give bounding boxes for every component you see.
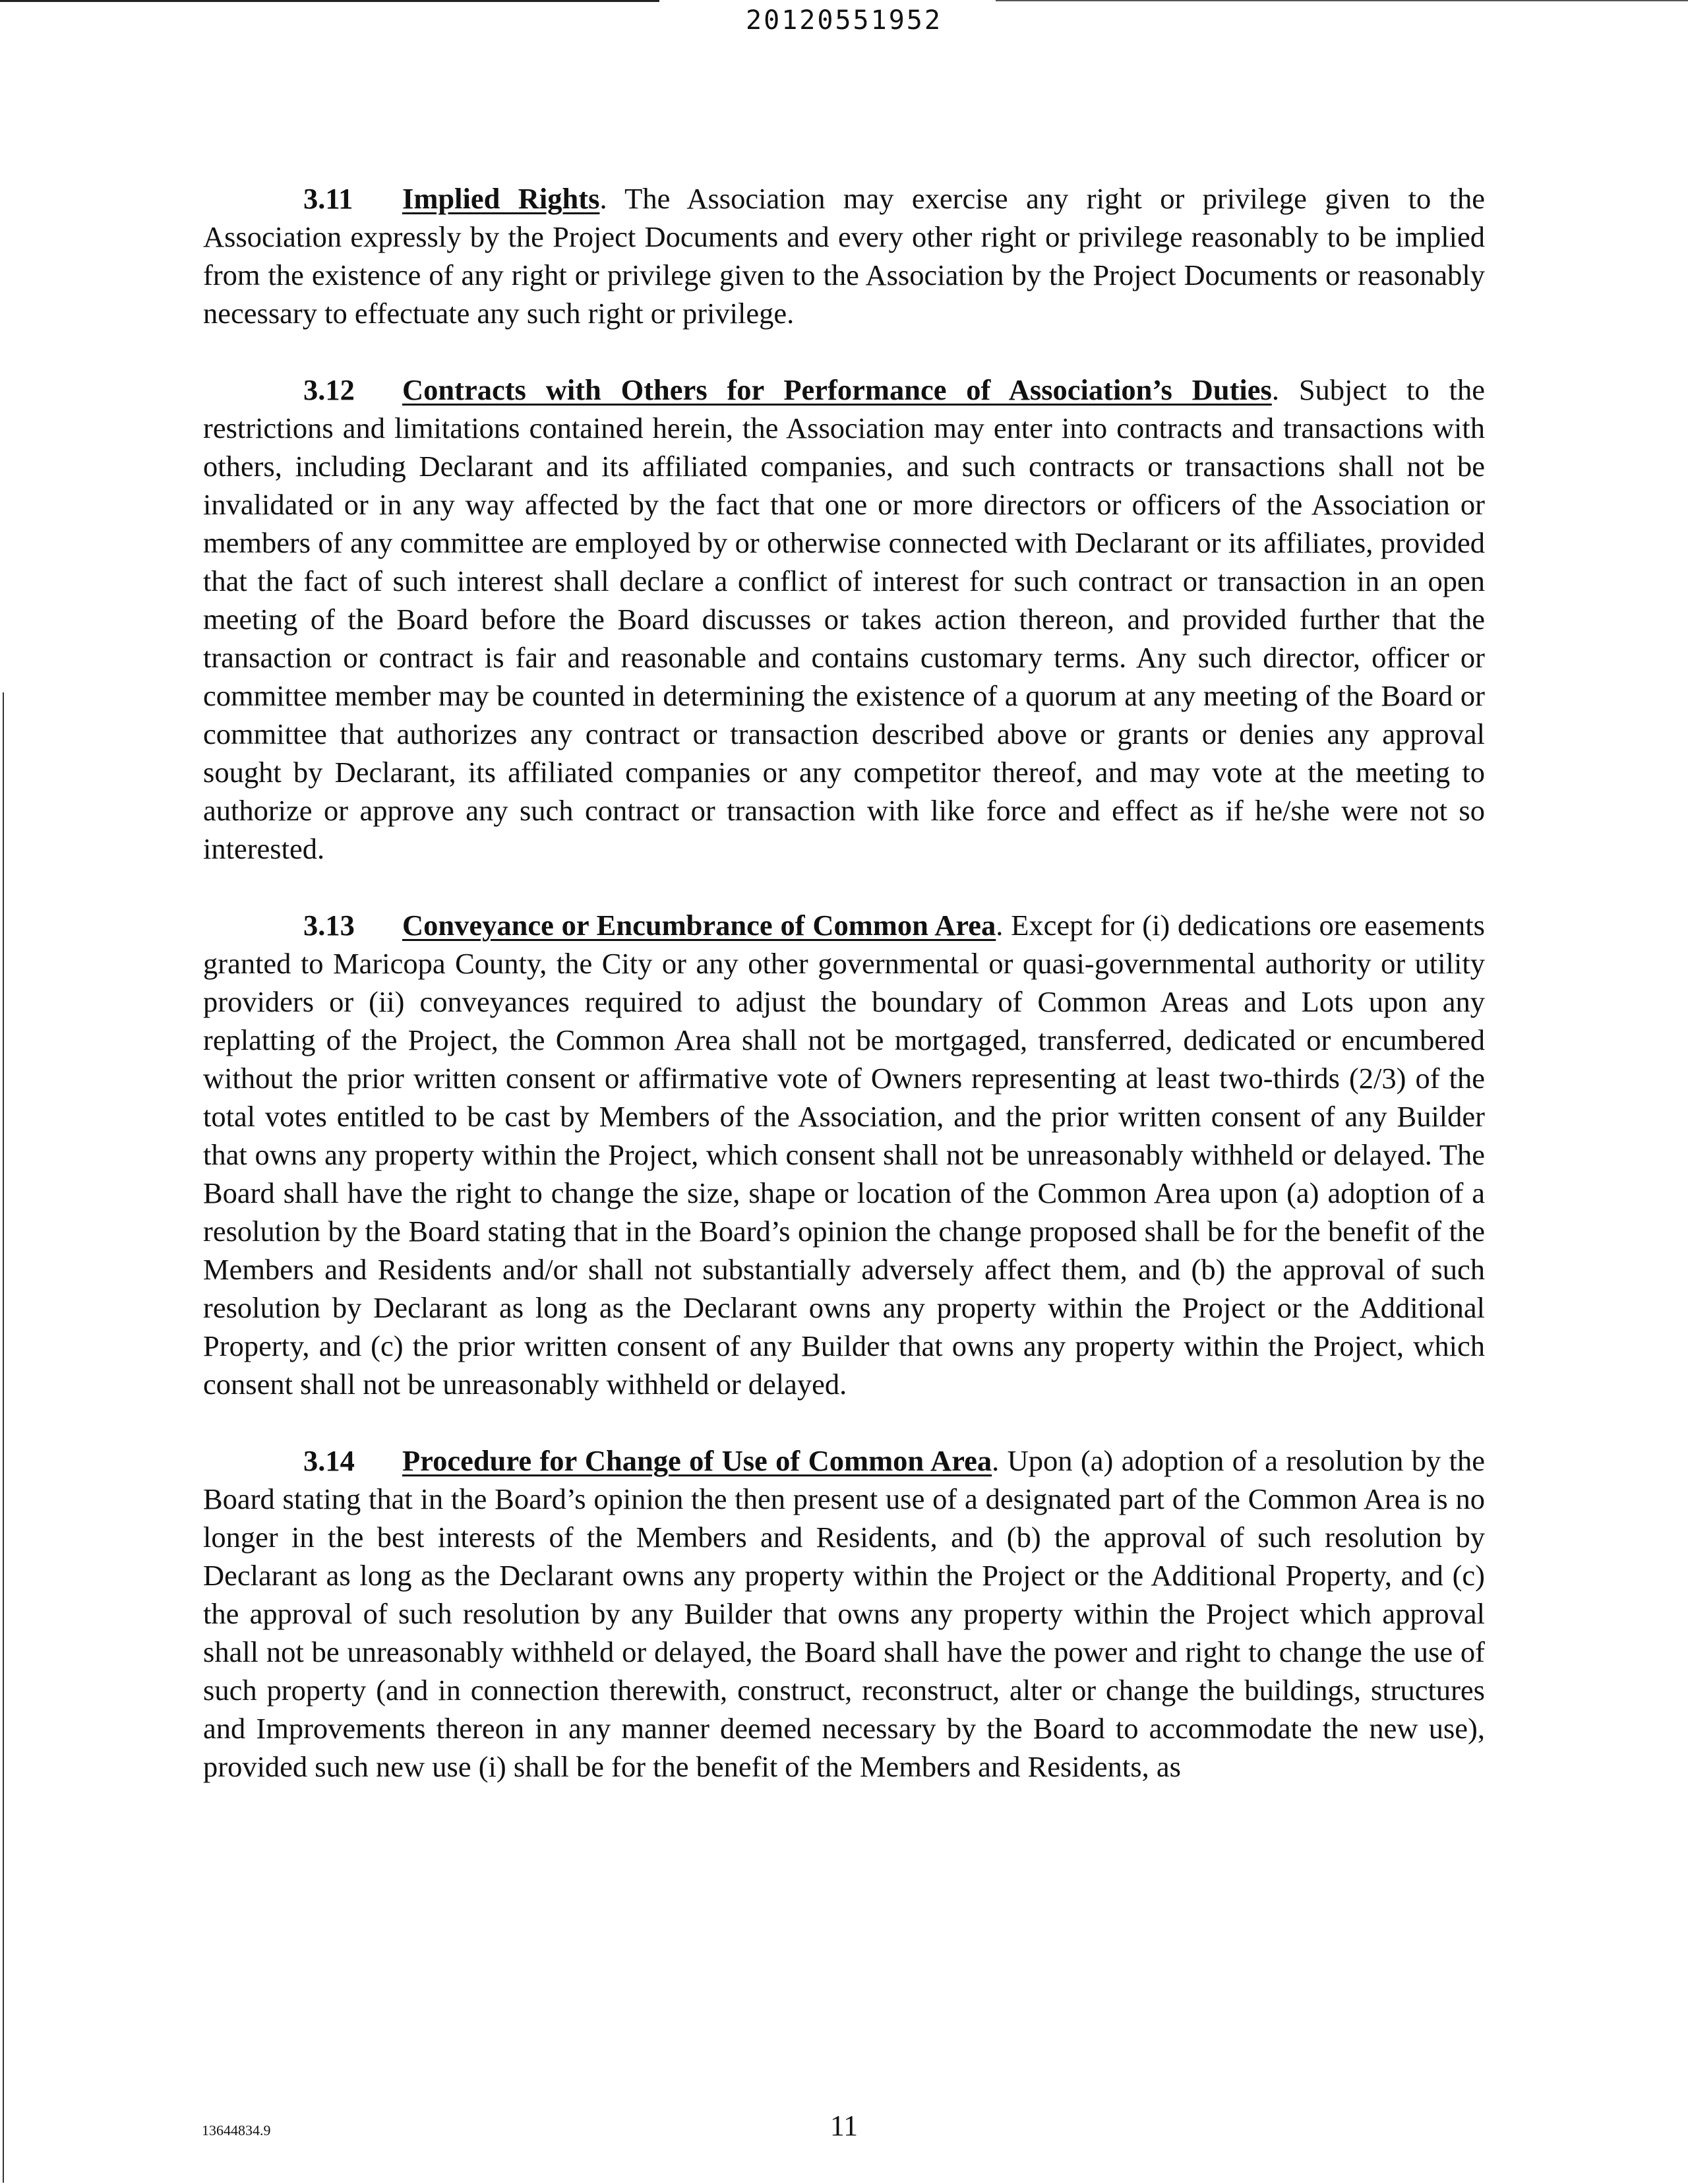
section-3-13 (203, 906, 1485, 1403)
top-scan-rule-right (996, 0, 1688, 1)
section-3-14 (203, 1441, 1485, 1786)
section-number: 3.13 (303, 909, 355, 942)
section-number: 3.14 (303, 1444, 355, 1477)
section-text: . Except for (i) dedications ore easements granted to Maricopa County, the City or any other governmental or quasi-governmental authority or utility providers or (ii) conveyances required to adjust the boundary of Common Areas and Lots upon any replatting of the Project, the Common Area shall not be mortgaged, transferred, dedicated or encumbered without the prior written consent or affirmative vote of Owners representing at least two-thirds (2/3) of the total votes entitled to be cast by Members of the Association, and the prior written consent of any Builder that owns any property within the Project, which consent shall not be unreasonably withheld or delayed. The Board shall have the right to change the size, shape or location of the Common Area upon (a) adoption of a resolution by the Board stating that in the Board’s opinion the change proposed shall be for the benefit of the Members and Residents and/or shall not substantially adversely affect them, and (b) the approval of such resolution by Declarant as long as the Declarant owns any property within the Project or the Additional Property, and (c) the prior written consent of any Builder that owns any property within the Project, which consent shall not be unreasonably withheld or delayed. (203, 909, 1485, 1401)
section-title: Contracts with Others for Performance of Association’s Duties (402, 373, 1272, 406)
section-3-12 (203, 371, 1485, 868)
recording-number: 20120551952 (746, 5, 942, 36)
page-number: 11 (829, 2109, 859, 2142)
section-title: Implied Rights (402, 182, 600, 215)
left-scan-edge (3, 692, 4, 2183)
section-text: . The Association may exercise any right or privilege given to the Association expressly by the Project Documents and every other right or privilege reasonably to be implied from the existence of any right or privilege given to the Association by the Project Documents or reasonably necessary to effectuate any such right or privilege. (203, 182, 1486, 330)
section-number: 3.11 (303, 182, 353, 215)
section-3-11 (203, 179, 1485, 332)
top-scan-rule-left (0, 0, 659, 2)
section-text: . Subject to the restrictions and limitations contained herein, the Association may enter into contracts and transactions with others, including Declarant and its affiliated companies, and such contracts or transactions shall not be invalidated or in any way affected by the fact that one or more directors or officers of the Association or members of any committee are employed by or otherwise connected with Declarant or its affiliates, provided that the fact of such interest shall declare a conflict of interest for such contract or transaction in an open meeting of the Board before the Board discusses or takes action thereon, and provided further that the transaction or contract is fair and reasonable and contains customary terms. Any such director, officer or committee member may be counted in determining the existence of a quorum at any meeting of the Board or committee that authorizes any contract or transaction described above or grants or denies any approval sought by Declarant, its affiliated companies or any competitor thereof, and may vote at the meeting to authorize or approve any such contract or transaction with like force and effect as if he/she were not so interested. (203, 373, 1485, 865)
section-title: Procedure for Change of Use of Common Area (402, 1444, 992, 1477)
section-title: Conveyance or Encumbrance of Common Area (402, 909, 996, 942)
section-number: 3.12 (303, 373, 355, 406)
document-body (203, 179, 1485, 1824)
section-text: . Upon (a) adoption of a resolution by the Board stating that in the Board’s opinion the then present use of a designated part of the Common Area is no longer in the best interests of the Members and Residents, and (b) the approval of such resolution by Declarant as long as the Declarant owns any property within the Project or the Additional Property, and (c) the approval of such resolution by any Builder that owns any property within the Project which approval shall not be unreasonably withheld or delayed, the Board shall have the power and right to change the use of such property (and in connection therewith, construct, reconstruct, alter or change the buildings, structures and Improvements thereon in any manner deemed necessary by the Board to accommodate the new use), provided such new use (i) shall be for the benefit of the Members and Residents, as (203, 1444, 1485, 1783)
footer-document-id: 13644834.9 (202, 2122, 271, 2138)
